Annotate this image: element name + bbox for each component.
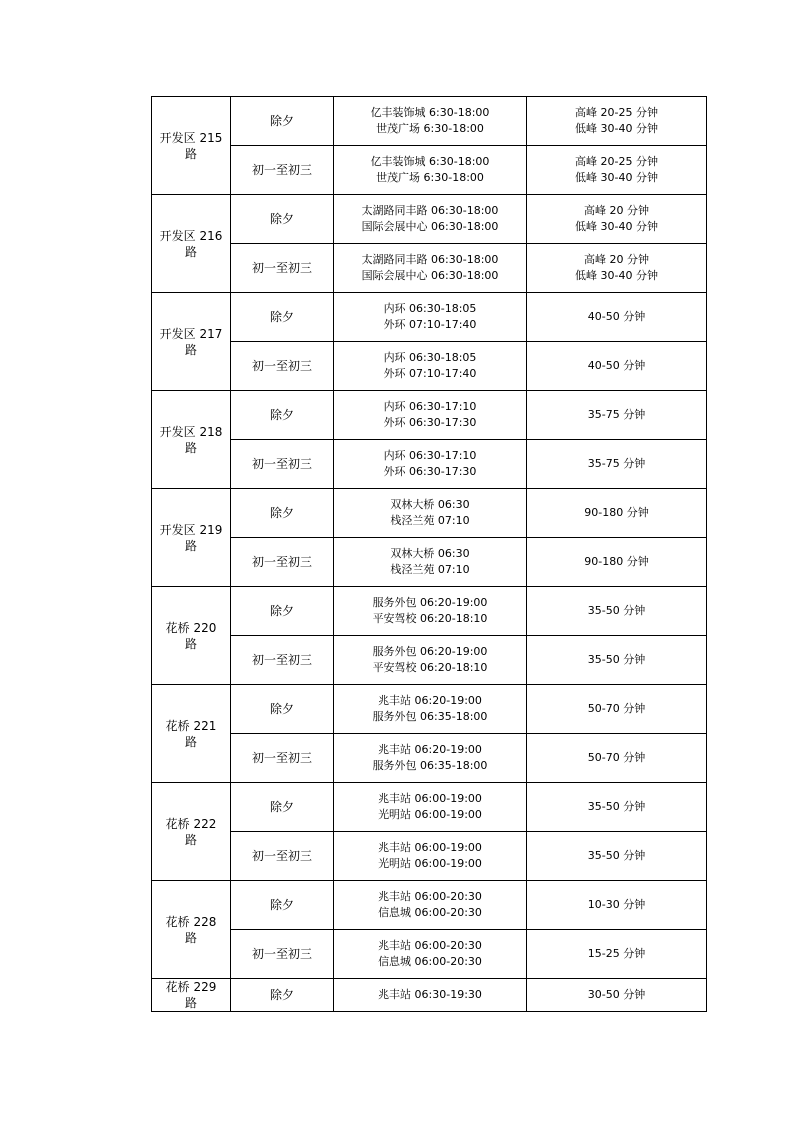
service-day: 除夕 [231,97,334,146]
service-day: 初一至初三 [231,930,334,979]
terminal-hours-line: 兆丰站 06:00-20:30 [378,889,482,903]
schedule-row [152,881,707,930]
terminal-hours-line: 内环 06:30-17:10 [383,399,477,413]
route-name: 开发区 215 路 [152,97,231,195]
service-day: 除夕 [231,489,334,538]
schedule-row [152,391,707,440]
terminal-hours-line: 亿丰装饰城 6:30-18:00 [370,105,490,119]
terminal-hours-line: 平安驾校 06:20-18:10 [372,612,488,625]
headway-line: 低峰 30-40 分钟 [575,220,658,233]
operating-hours [334,979,527,1012]
terminal-hours-line: 亿丰装饰城 6:30-18:00 [370,154,490,168]
headway-interval [527,636,707,685]
terminal-hours-line: 外环 06:30-17:30 [383,465,477,478]
service-day: 除夕 [231,587,334,636]
schedule-row [152,832,707,881]
schedule-row [152,538,707,587]
service-day: 除夕 [231,293,334,342]
service-day: 初一至初三 [231,832,334,881]
schedule-body [152,97,707,1012]
operating-hours [334,293,527,342]
headway-line: 高峰 20-25 分钟 [575,106,658,119]
headway-interval [527,440,707,489]
service-day: 除夕 [231,391,334,440]
schedule-row [152,587,707,636]
headway-line: 低峰 30-40 分钟 [575,122,658,135]
terminal-hours-line: 太湖路同丰路 06:30-18:00 [361,252,499,266]
schedule-row [152,97,707,146]
headway-interval [527,244,707,293]
route-name: 花桥 221 路 [152,685,231,783]
terminal-hours-line: 世茂广场 6:30-18:00 [376,171,484,184]
schedule-row [152,979,707,1012]
terminal-hours-line: 外环 07:10-17:40 [383,367,477,380]
route-name: 开发区 216 路 [152,195,231,293]
headway-line: 35-75 分钟 [587,457,646,470]
headway-line: 35-50 分钟 [587,849,646,862]
headway-interval [527,97,707,146]
terminal-hours-line: 信息城 06:00-20:30 [378,906,482,919]
schedule-row [152,685,707,734]
service-day: 初一至初三 [231,342,334,391]
headway-interval [527,146,707,195]
terminal-hours-line: 栈泾兰苑 07:10 [390,514,470,527]
schedule-row [152,783,707,832]
schedule-row [152,293,707,342]
service-day: 初一至初三 [231,636,334,685]
route-name: 开发区 218 路 [152,391,231,489]
headway-line: 40-50 分钟 [587,359,646,372]
headway-line: 40-50 分钟 [587,310,646,323]
headway-line: 50-70 分钟 [587,751,646,764]
schedule-row [152,244,707,293]
route-name: 花桥 229 路 [152,979,231,1012]
headway-line: 30-50 分钟 [587,988,646,1001]
operating-hours [334,489,527,538]
headway-interval [527,587,707,636]
headway-line: 50-70 分钟 [587,702,646,715]
schedule-row [152,146,707,195]
route-name: 花桥 222 路 [152,783,231,881]
headway-interval [527,930,707,979]
route-name: 花桥 228 路 [152,881,231,979]
operating-hours [334,538,527,587]
operating-hours [334,440,527,489]
headway-line: 35-50 分钟 [587,800,646,813]
service-day: 初一至初三 [231,734,334,783]
operating-hours [334,930,527,979]
headway-interval [527,881,707,930]
operating-hours [334,97,527,146]
headway-interval [527,734,707,783]
headway-line: 高峰 20 分钟 [584,204,649,217]
terminal-hours-line: 服务外包 06:35-18:00 [372,759,488,772]
operating-hours [334,881,527,930]
route-name: 开发区 217 路 [152,293,231,391]
schedule-row [152,195,707,244]
terminal-hours-line: 外环 07:10-17:40 [383,318,477,331]
headway-line: 高峰 20 分钟 [584,253,649,266]
headway-interval [527,195,707,244]
holiday-bus-schedule-table [151,96,707,1012]
route-name: 开发区 219 路 [152,489,231,587]
schedule-row [152,930,707,979]
terminal-hours-line: 内环 06:30-17:10 [383,448,477,462]
headway-interval [527,685,707,734]
terminal-hours-line: 服务外包 06:35-18:00 [372,710,488,723]
terminal-hours-line: 内环 06:30-18:05 [383,301,477,315]
headway-interval [527,783,707,832]
terminal-hours-line: 国际会展中心 06:30-18:00 [361,269,499,282]
headway-interval [527,538,707,587]
service-day: 除夕 [231,783,334,832]
terminal-hours-line: 太湖路同丰路 06:30-18:00 [361,203,499,217]
terminal-hours-line: 光明站 06:00-19:00 [378,808,482,821]
terminal-hours-line: 世茂广场 6:30-18:00 [376,122,484,135]
headway-line: 低峰 30-40 分钟 [575,171,658,184]
headway-interval [527,979,707,1012]
terminal-hours-line: 兆丰站 06:00-19:00 [378,840,482,854]
terminal-hours-line: 兆丰站 06:30-19:30 [378,987,482,1001]
headway-line: 低峰 30-40 分钟 [575,269,658,282]
terminal-hours-line: 双林大桥 06:30 [390,546,470,560]
terminal-hours-line: 兆丰站 06:20-19:00 [378,742,482,756]
headway-line: 高峰 20-25 分钟 [575,155,658,168]
schedule-row [152,440,707,489]
operating-hours [334,244,527,293]
service-day: 初一至初三 [231,440,334,489]
terminal-hours-line: 栈泾兰苑 07:10 [390,563,470,576]
schedule-row [152,342,707,391]
terminal-hours-line: 服务外包 06:20-19:00 [372,595,488,609]
terminal-hours-line: 平安驾校 06:20-18:10 [372,661,488,674]
operating-hours [334,636,527,685]
terminal-hours-line: 兆丰站 06:00-19:00 [378,791,482,805]
terminal-hours-line: 信息城 06:00-20:30 [378,955,482,968]
headway-interval [527,832,707,881]
terminal-hours-line: 兆丰站 06:20-19:00 [378,693,482,707]
operating-hours [334,685,527,734]
operating-hours [334,734,527,783]
service-day: 除夕 [231,195,334,244]
headway-interval [527,391,707,440]
headway-line: 15-25 分钟 [587,947,646,960]
route-name: 花桥 220 路 [152,587,231,685]
operating-hours [334,832,527,881]
operating-hours [334,342,527,391]
headway-line: 35-75 分钟 [587,408,646,421]
schedule-row [152,489,707,538]
headway-interval [527,293,707,342]
headway-line: 90-180 分钟 [584,555,649,568]
operating-hours [334,587,527,636]
service-day: 除夕 [231,881,334,930]
operating-hours [334,391,527,440]
terminal-hours-line: 双林大桥 06:30 [390,497,470,511]
service-day: 初一至初三 [231,538,334,587]
headway-line: 35-50 分钟 [587,653,646,666]
schedule-row [152,636,707,685]
terminal-hours-line: 内环 06:30-18:05 [383,350,477,364]
service-day: 除夕 [231,685,334,734]
operating-hours [334,783,527,832]
terminal-hours-line: 外环 06:30-17:30 [383,416,477,429]
operating-hours [334,146,527,195]
headway-interval [527,342,707,391]
terminal-hours-line: 国际会展中心 06:30-18:00 [361,220,499,233]
headway-interval [527,489,707,538]
terminal-hours-line: 兆丰站 06:00-20:30 [378,938,482,952]
headway-line: 35-50 分钟 [587,604,646,617]
terminal-hours-line: 光明站 06:00-19:00 [378,857,482,870]
headway-line: 10-30 分钟 [587,898,646,911]
service-day: 初一至初三 [231,244,334,293]
operating-hours [334,195,527,244]
service-day: 除夕 [231,979,334,1012]
service-day: 初一至初三 [231,146,334,195]
schedule-row [152,734,707,783]
terminal-hours-line: 服务外包 06:20-19:00 [372,644,488,658]
headway-line: 90-180 分钟 [584,506,649,519]
